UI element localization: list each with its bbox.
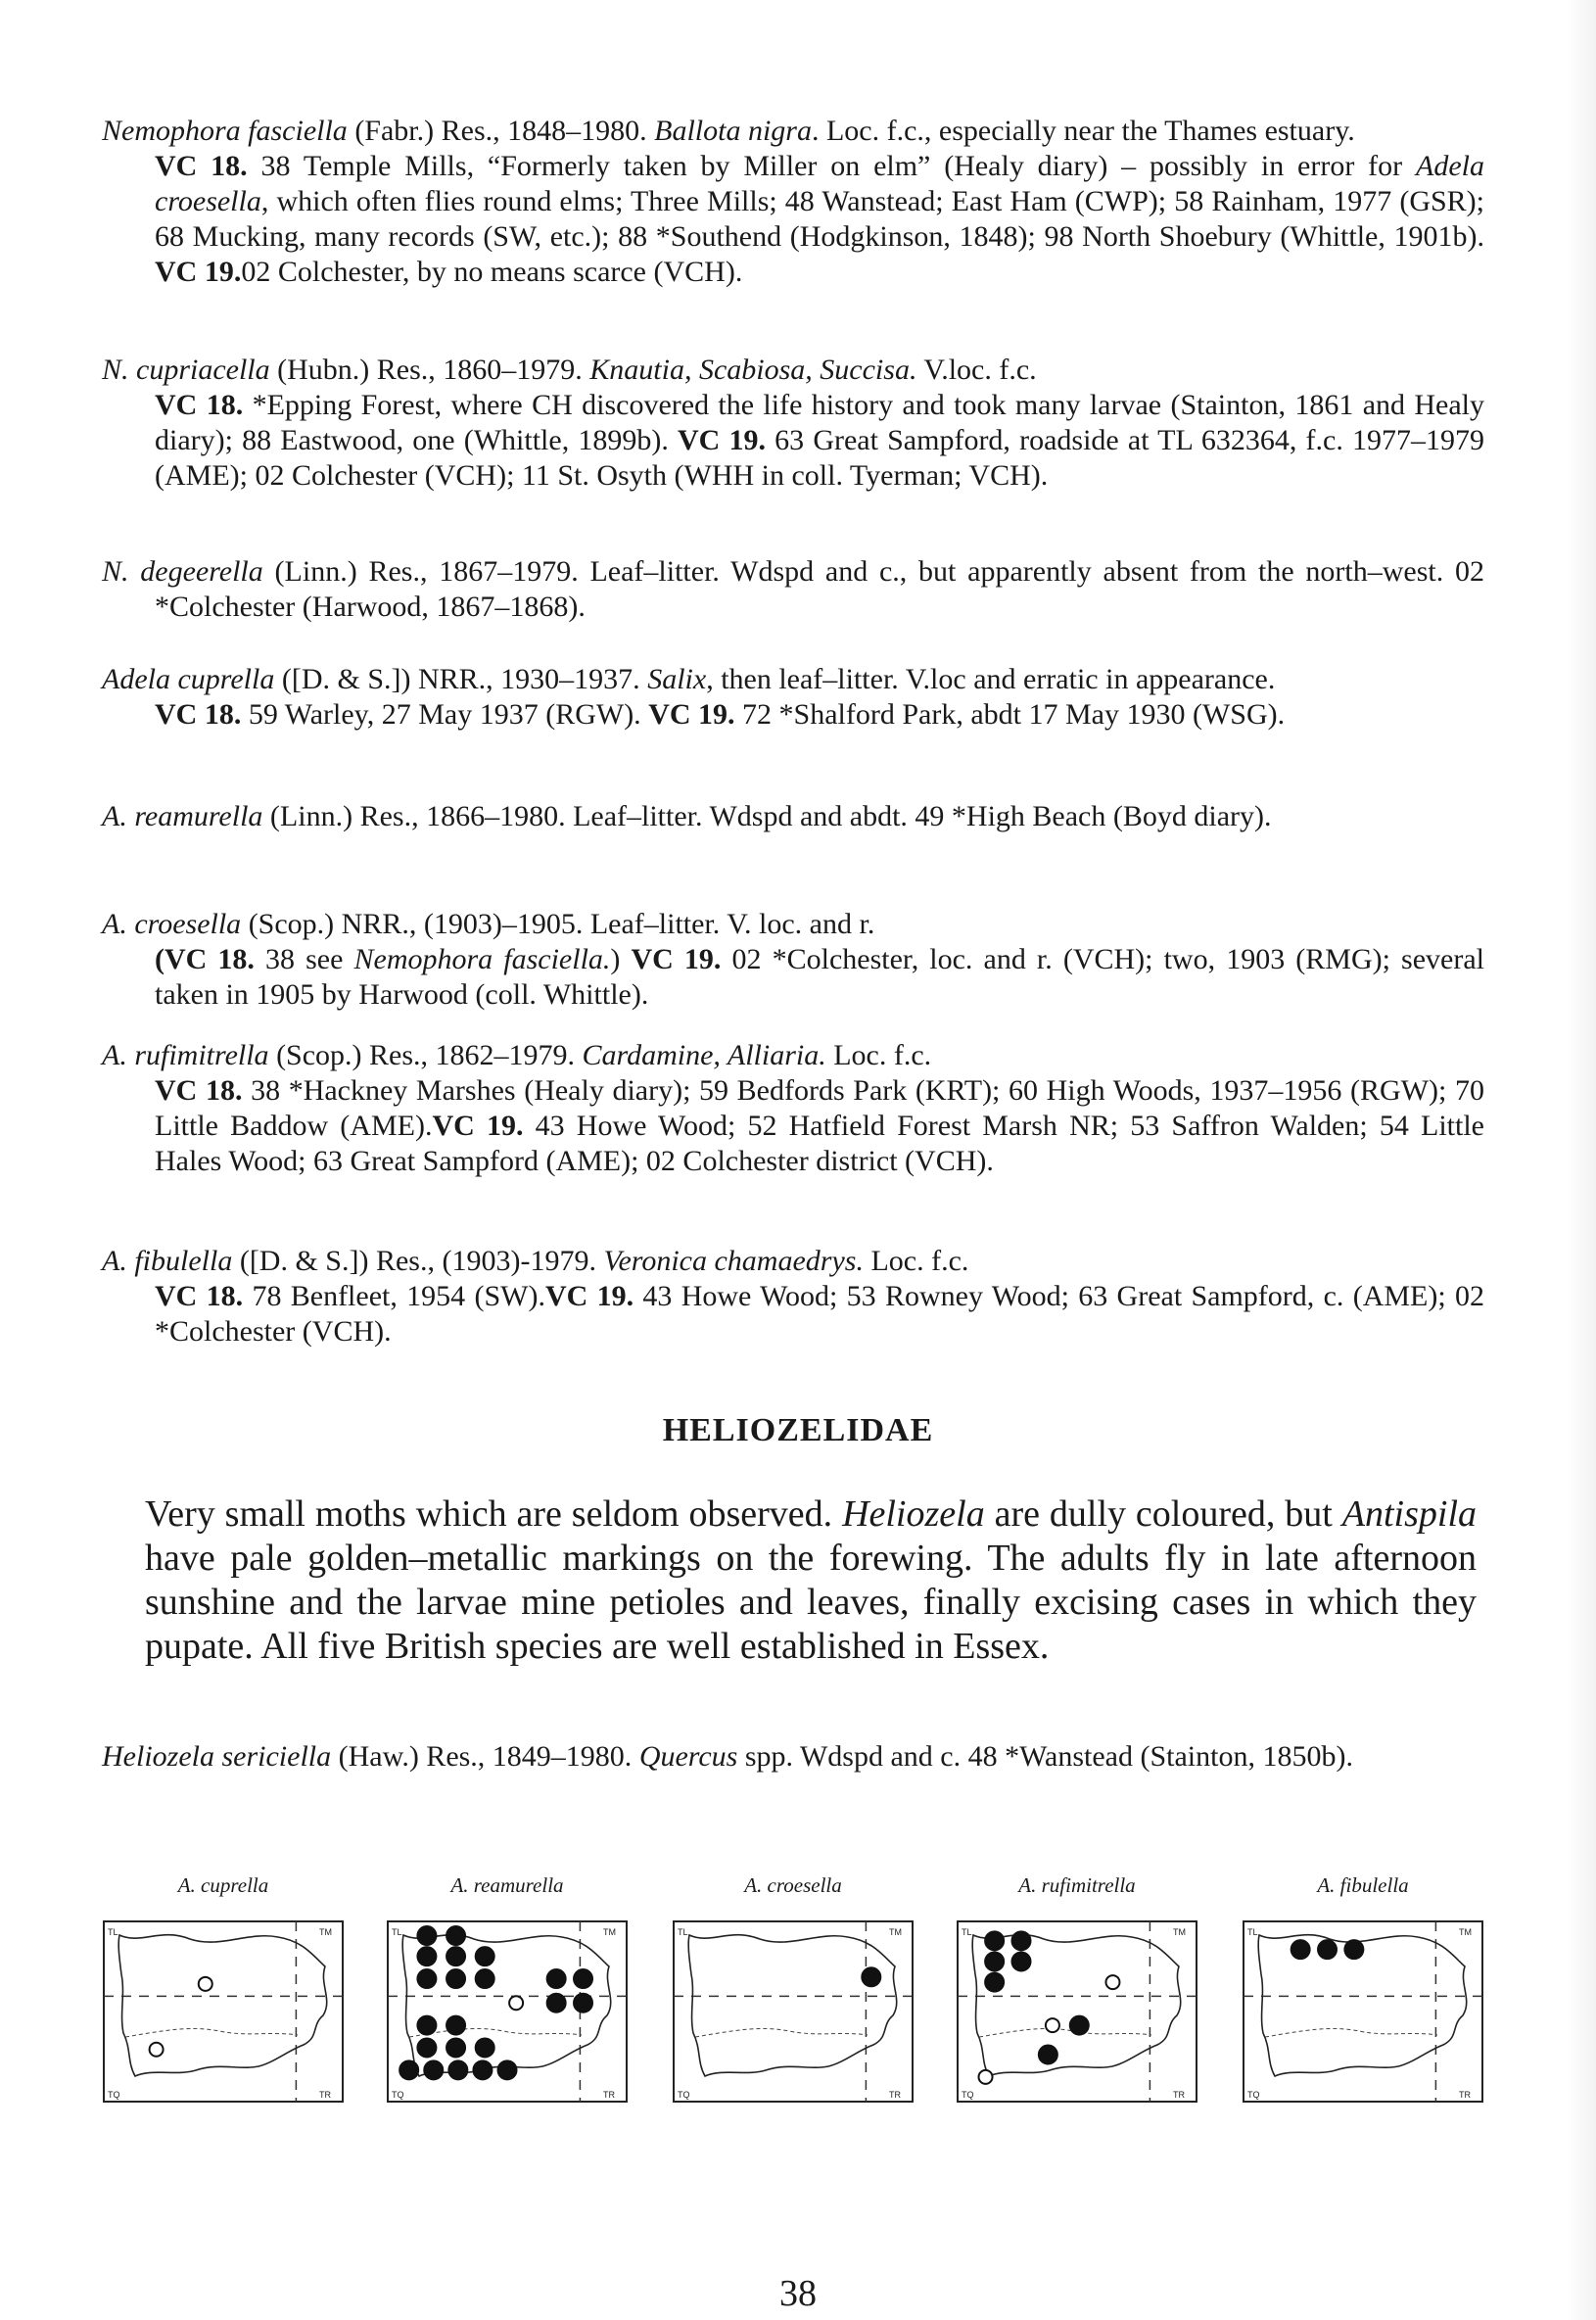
map-title: A. cuprella xyxy=(177,1873,269,1897)
record-dot-recent xyxy=(1012,1952,1031,1970)
text-run: V.loc. f.c. xyxy=(916,354,1037,386)
record-dot-recent xyxy=(417,1969,436,1988)
record-dot-old xyxy=(509,1996,523,2010)
italic-text: Adela croesella xyxy=(155,150,1484,217)
italic-text: Antispila xyxy=(1341,1493,1477,1535)
entry-records xyxy=(102,942,1484,1013)
bold-text: VC 19. xyxy=(544,1280,634,1312)
italic-text: Quercus xyxy=(638,1740,738,1773)
species-entry xyxy=(102,799,1484,834)
entry-records xyxy=(102,1073,1484,1179)
bold-text: VC 19. xyxy=(678,424,767,456)
species-entry-heliozela-sericiella xyxy=(102,1739,1484,1775)
record-dot-recent xyxy=(417,2016,436,2035)
essex-map xyxy=(1242,1916,1484,2107)
text-run: (Fabr.) Res., 1848–1980. xyxy=(347,115,655,147)
italic-text: Nemophora fasciella xyxy=(102,115,348,147)
entry-heading xyxy=(102,1244,1484,1279)
italic-text: N. degeerella xyxy=(102,555,263,588)
grid-square-label: TL xyxy=(1247,1927,1258,1937)
grid-square-label: TM xyxy=(1459,1927,1472,1937)
entry-heading xyxy=(102,799,1484,834)
text-run: *Epping Forest, where CH discovered the life history and took many larvae (Stainton, 1861 and Healy diary); 88 Eastwood, one (Whittle, 1899b). xyxy=(155,389,1484,456)
text-run: spp. Wdspd and c. 48 *Wanstead (Stainton, 1850b). xyxy=(737,1740,1353,1773)
bold-text: VC 18. xyxy=(155,698,242,731)
record-dot-old xyxy=(1046,2018,1059,2032)
text-run: 38 *Hackney Marshes (Healy diary); 59 Bedfords Park (KRT); 60 High Woods, 1937–1956 (RGW); 70 Little Baddow (AME). xyxy=(155,1074,1484,1142)
record-dot-recent xyxy=(1318,1940,1337,1959)
text-run: Loc. f.c. xyxy=(863,1245,969,1277)
record-dot-recent xyxy=(1070,2016,1089,2035)
grid-square-label: TM xyxy=(889,1927,902,1937)
distribution-map xyxy=(672,1870,915,2107)
grid-square-label: TR xyxy=(319,2090,331,2100)
grid-square-label: TM xyxy=(603,1927,616,1937)
record-dot-recent xyxy=(547,1969,566,1988)
grid-square-label: TQ xyxy=(108,2090,120,2100)
grid-square-label: TR xyxy=(1459,2090,1471,2100)
text-run: (Hubn.) Res., 1860–1979. xyxy=(269,354,590,386)
essex-map xyxy=(386,1916,629,2107)
italic-text: Veronica chamaedrys. xyxy=(603,1245,864,1277)
grid-square-label: TQ xyxy=(392,2090,404,2100)
bold-text: VC 18. xyxy=(155,1074,243,1107)
record-dot-recent xyxy=(476,2038,494,2057)
record-dot-old xyxy=(199,1977,212,1991)
species-entry xyxy=(102,907,1484,1013)
text-run: (Haw.) Res., 1849–1980. xyxy=(331,1740,639,1773)
record-dot-recent xyxy=(417,2038,436,2057)
record-dot-recent xyxy=(476,1947,494,1965)
record-dot-recent xyxy=(1012,1931,1031,1950)
entry-heading xyxy=(102,114,1484,149)
grid-square-label: TQ xyxy=(678,2090,690,2100)
italic-text: A. rufimitrella xyxy=(102,1039,269,1071)
text-run: 63 Great Sampford, roadside at TL 632364, f.c. 1977–1979 (AME); 02 Colchester (VCH); 11 St. Osyth (WHH in coll. Tyerman; VCH). xyxy=(155,424,1484,492)
text-run: . Loc. f.c., especially near the Thames estuary. xyxy=(811,115,1355,147)
bold-text: VC 19. xyxy=(648,698,735,731)
text-run: 02 *Colchester, loc. and r. (VCH); two, 1903 (RMG); several taken in 1905 by Harwood (coll. Whittle). xyxy=(155,943,1484,1011)
italic-text: Cardamine, Alliaria. xyxy=(582,1039,826,1071)
entry-records xyxy=(102,149,1484,290)
text-run: (Scop.) Res., 1862–1979. xyxy=(268,1039,583,1071)
italic-text: A. croesella xyxy=(102,908,242,940)
page-number: 38 xyxy=(779,2273,817,2314)
entry-heading xyxy=(102,554,1484,625)
record-dot-recent xyxy=(476,1969,494,1988)
species-entry xyxy=(102,662,1484,733)
county-outline xyxy=(972,1935,1181,2076)
record-dot-recent xyxy=(446,1969,465,1988)
grid-square-label: TM xyxy=(319,1927,332,1937)
entry-heading xyxy=(102,662,1484,697)
distribution-map xyxy=(102,1870,345,2107)
map-title: A. rufimitrella xyxy=(1018,1873,1136,1897)
italic-text: Heliozela sericiella xyxy=(102,1740,332,1773)
grid-square-label: TL xyxy=(392,1927,402,1937)
county-outline xyxy=(688,1935,897,2076)
distribution-map xyxy=(1242,1870,1484,2107)
entry-records xyxy=(102,388,1484,494)
county-outline xyxy=(118,1935,327,2076)
record-dot-recent xyxy=(446,1947,465,1965)
entry-records xyxy=(102,1279,1484,1349)
family-intro xyxy=(145,1492,1477,1669)
grid-square-label: TR xyxy=(603,2090,615,2100)
species-entry xyxy=(102,1244,1484,1349)
grid-square-label: TM xyxy=(1173,1927,1186,1937)
text-run: 43 Howe Wood; 53 Rowney Wood; 63 Great Sampford, c. (AME); 02 *Colchester (VCH). xyxy=(155,1280,1484,1348)
entry-heading xyxy=(102,907,1484,942)
record-dot-recent xyxy=(473,2060,492,2079)
italic-text: A. fibulella xyxy=(102,1245,233,1277)
bold-text: (VC 18. xyxy=(155,943,255,975)
italic-text: Heliozela xyxy=(842,1493,985,1535)
record-dot-recent xyxy=(985,1973,1004,1992)
italic-text: Knautia, Scabiosa, Succisa. xyxy=(589,354,917,386)
italic-text: Nemophora fasciella. xyxy=(353,943,611,975)
county-outline xyxy=(1258,1935,1467,2076)
text-run: ) xyxy=(610,943,632,975)
distribution-map xyxy=(386,1870,629,2107)
text-run: 59 Warley, 27 May 1937 (RGW). xyxy=(241,698,649,731)
essex-map xyxy=(102,1916,345,2107)
map-title: A. reamurella xyxy=(450,1873,564,1897)
text-run: 38 Temple Mills, “Formerly taken by Miller on elm” (Healy diary) – possibly in error for xyxy=(247,150,1417,182)
bold-text: VC 19. xyxy=(432,1110,524,1142)
map-title: A. croesella xyxy=(744,1873,842,1897)
essex-map xyxy=(672,1916,915,2107)
italic-text: N. cupriacella xyxy=(102,354,270,386)
text-run: , which often flies round elms; Three Mills; 48 Wanstead; East Ham (CWP); 58 Rainham, 1977 (GSR); 68 Mucking, many records (SW, etc.); 88 *Southend (Hodgkinson, 1848); 98 North Shoebury (Whittle, 1901b). xyxy=(155,185,1484,253)
text-run: , then leaf–litter. V.loc and erratic in appearance. xyxy=(706,663,1276,695)
text-run: 78 Benfleet, 1954 (SW). xyxy=(243,1280,545,1312)
record-dot-old xyxy=(150,2043,164,2057)
record-dot-recent xyxy=(985,1952,1004,1970)
record-dot-recent xyxy=(417,1926,436,1945)
boundary-line xyxy=(1265,2029,1437,2037)
text-run: have pale golden–metallic markings on the forewing. The adults fly in late afternoon sunshine and the larvae mine petioles and leaves, finally excising cases in which they pupate. All five British species are well established in Essex. xyxy=(145,1538,1477,1667)
record-dot-recent xyxy=(498,2060,517,2079)
record-dot-recent xyxy=(574,1969,592,1988)
grid-square-label: TR xyxy=(889,2090,901,2100)
species-entry xyxy=(102,554,1484,625)
text-run: Very small moths which are seldom observed. xyxy=(145,1493,843,1535)
boundary-line xyxy=(695,2029,868,2037)
record-dot-recent xyxy=(862,1967,880,1986)
record-dot-recent xyxy=(985,1931,1004,1950)
text-run: (Linn.) Res., 1866–1980. Leaf–litter. Wdspd and abdt. 49 *High Beach (Boyd diary). xyxy=(262,800,1272,832)
record-dot-recent xyxy=(446,1926,465,1945)
species-entry xyxy=(102,1038,1484,1179)
grid-square-label: TQ xyxy=(962,2090,974,2100)
boundary-line xyxy=(125,2029,298,2037)
record-dot-recent xyxy=(1291,1940,1310,1959)
essex-map xyxy=(956,1916,1198,2107)
text-run: 38 see xyxy=(254,943,354,975)
record-dot-recent xyxy=(1039,2046,1057,2064)
record-dot-recent xyxy=(424,2060,443,2079)
text-run: ([D. & S.]) Res., (1903)-1979. xyxy=(232,1245,604,1277)
boundary-line xyxy=(979,2029,1151,2037)
grid-square-label: TL xyxy=(678,1927,688,1937)
record-dot-old xyxy=(1105,1975,1119,1989)
text-run: 43 Howe Wood; 52 Hatfield Forest Marsh NR; 53 Saffron Walden; 54 Little Hales Wood; 63 Great Sampford (AME); 02 Colchester district (VCH). xyxy=(155,1110,1484,1177)
grid-square-label: TQ xyxy=(1247,2090,1260,2100)
text-run: (Scop.) NRR., (1903)–1905. Leaf–litter. V. loc. and r. xyxy=(241,908,875,940)
record-dot-recent xyxy=(574,1994,592,2012)
distribution-maps xyxy=(102,1870,1492,2125)
entry-heading xyxy=(102,353,1484,388)
italic-text: Adela cuprella xyxy=(102,663,275,695)
map-title: A. fibulella xyxy=(1317,1873,1409,1897)
bold-text: VC 18. xyxy=(155,150,248,182)
record-dot-old xyxy=(979,2070,993,2084)
distribution-map xyxy=(956,1870,1198,2107)
grid-square-label: TL xyxy=(962,1927,972,1937)
bold-text: VC 19. xyxy=(631,943,722,975)
text-run: Loc. f.c. xyxy=(825,1039,932,1071)
family-heading: HELIOZELIDAE xyxy=(662,1412,934,1448)
grid-square-label: TL xyxy=(108,1927,118,1937)
record-dot-recent xyxy=(547,1994,566,2012)
record-dot-recent xyxy=(1344,1940,1363,1959)
grid-square-label: TR xyxy=(1173,2090,1185,2100)
record-dot-recent xyxy=(417,1947,436,1965)
text-run: 02 Colchester, by no means scarce (VCH). xyxy=(241,256,743,288)
page-edge-shadow xyxy=(1567,0,1596,2320)
italic-text: Salix xyxy=(647,663,707,695)
species-entry xyxy=(102,114,1484,290)
bold-text: VC 19. xyxy=(155,256,242,288)
record-dot-recent xyxy=(446,2016,465,2035)
text-run: 72 *Shalford Park, abdt 17 May 1930 (WSG). xyxy=(734,698,1286,731)
record-dot-recent xyxy=(448,2060,467,2079)
record-dot-recent xyxy=(446,2038,465,2057)
italic-text: Ballota nigra xyxy=(654,115,812,147)
bold-text: VC 18. xyxy=(155,389,244,421)
italic-text: A. reamurella xyxy=(102,800,263,832)
entry-heading xyxy=(102,1038,1484,1073)
record-dot-recent xyxy=(399,2060,418,2079)
species-entry xyxy=(102,353,1484,494)
text-run: ([D. & S.]) NRR., 1930–1937. xyxy=(274,663,648,695)
text-run: (Linn.) Res., 1867–1979. Leaf–litter. Wdspd and c., but apparently absent from the north–west. 02 *Colchester (Harwood, 1867–1868). xyxy=(155,555,1484,623)
entry-records xyxy=(102,697,1484,733)
bold-text: VC 18. xyxy=(155,1280,244,1312)
text-run: are dully coloured, but xyxy=(984,1493,1342,1535)
entry-heading xyxy=(102,1739,1484,1775)
